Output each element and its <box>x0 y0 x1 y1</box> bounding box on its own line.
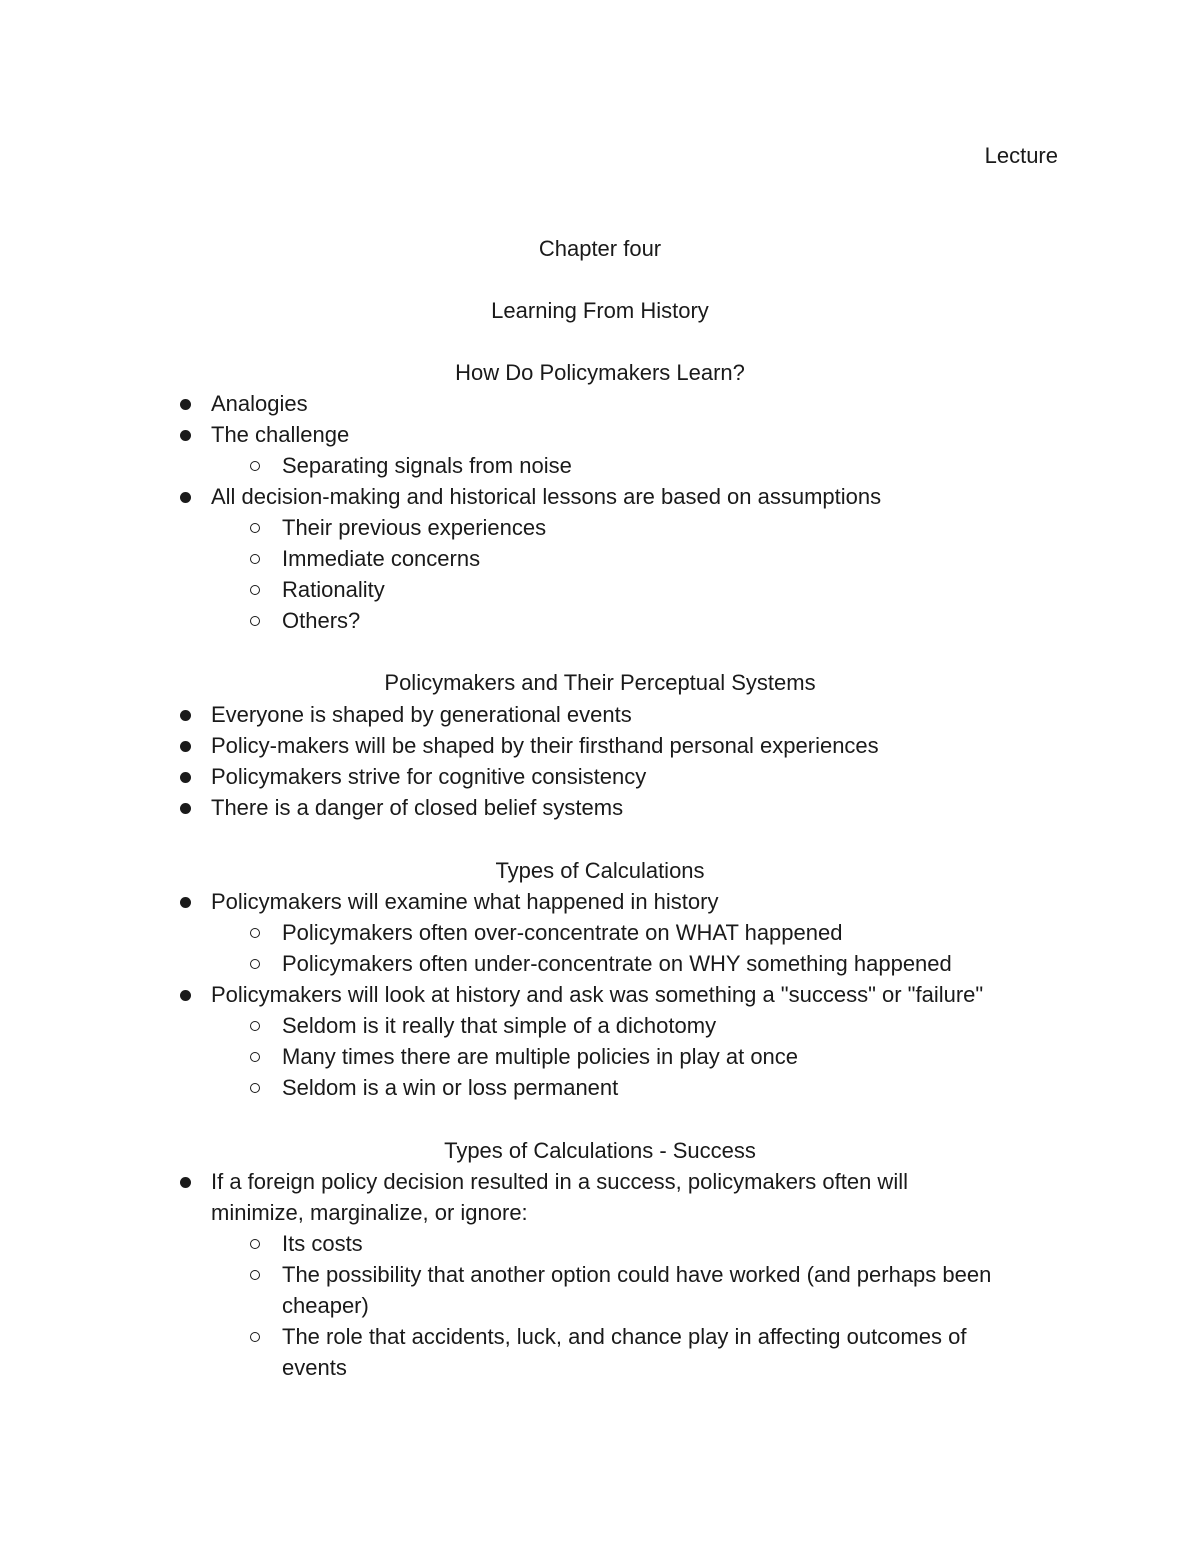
circle-bullet-icon <box>250 461 260 471</box>
circle-bullet-icon <box>250 1021 260 1031</box>
sub-list-item: Its costs <box>282 1231 363 1256</box>
section-heading: Types of Calculations <box>495 858 705 883</box>
circle-bullet-icon <box>250 1052 260 1062</box>
sub-list-item-line: The role that accidents, luck, and chance play in affecting outcomes of <box>282 1324 967 1349</box>
list-item: Policymakers will look at history and ask was something a "success" or "failure" <box>211 982 984 1007</box>
list-item: Everyone is shaped by generational events <box>211 702 632 727</box>
list-item: Analogies <box>211 391 308 416</box>
bullet-icon <box>180 897 191 908</box>
sub-list-item: Seldom is it really that simple of a dichotomy <box>282 1013 717 1038</box>
circle-bullet-icon <box>250 928 260 938</box>
circle-bullet-icon <box>250 616 260 626</box>
header-label: Lecture <box>984 143 1058 168</box>
circle-bullet-icon <box>250 1332 260 1342</box>
list-item-line: If a foreign policy decision resulted in a success, policymakers often will <box>211 1169 908 1194</box>
list-item: The challenge <box>211 422 350 447</box>
bullet-icon <box>180 803 191 814</box>
chapter-heading: Chapter four <box>538 236 662 261</box>
bullet-icon <box>180 772 191 783</box>
bullet-icon <box>180 399 191 410</box>
list-item: Policymakers strive for cognitive consistency <box>211 764 647 789</box>
document-title: Learning From History <box>491 298 709 323</box>
bullet-icon <box>180 710 191 721</box>
sub-list-item-line: The possibility that another option could have worked (and perhaps been <box>282 1262 992 1287</box>
list-item: Policymakers will examine what happened in history <box>211 889 719 914</box>
sub-list-item: Immediate concerns <box>282 546 481 571</box>
sub-list-item-line: events <box>282 1355 347 1380</box>
section-heading: Types of Calculations - Success <box>444 1138 756 1163</box>
list-item: There is a danger of closed belief systems <box>211 795 624 820</box>
circle-bullet-icon <box>250 1239 260 1249</box>
sub-list-item: Others? <box>282 608 361 633</box>
sub-list-item: Separating signals from noise <box>282 453 572 478</box>
sub-list-item: Policymakers often under-concentrate on WHY something happened <box>282 951 952 976</box>
circle-bullet-icon <box>250 523 260 533</box>
bullet-icon <box>180 741 191 752</box>
circle-bullet-icon <box>250 959 260 969</box>
circle-bullet-icon <box>250 1270 260 1280</box>
section-heading: Policymakers and Their Perceptual Systems <box>384 670 816 695</box>
sub-list-item: Policymakers often over-concentrate on WHAT happened <box>282 920 843 945</box>
circle-bullet-icon <box>250 585 260 595</box>
circle-bullet-icon <box>250 554 260 564</box>
list-item-line: minimize, marginalize, or ignore: <box>211 1200 528 1225</box>
sub-list-item-line: cheaper) <box>282 1293 369 1318</box>
section-heading: How Do Policymakers Learn? <box>455 360 745 385</box>
sub-list-item: Many times there are multiple policies in play at once <box>282 1044 799 1069</box>
sub-list-item: Their previous experiences <box>282 515 547 540</box>
bullet-icon <box>180 990 191 1001</box>
sub-list-item: Rationality <box>282 577 385 602</box>
bullet-icon <box>180 492 191 503</box>
circle-bullet-icon <box>250 1083 260 1093</box>
bullet-icon <box>180 430 191 441</box>
sub-list-item: Seldom is a win or loss permanent <box>282 1075 619 1100</box>
list-item: All decision-making and historical lessons are based on assumptions <box>211 484 882 509</box>
bullet-icon <box>180 1177 191 1188</box>
list-item: Policy-makers will be shaped by their firsthand personal experiences <box>211 733 879 758</box>
